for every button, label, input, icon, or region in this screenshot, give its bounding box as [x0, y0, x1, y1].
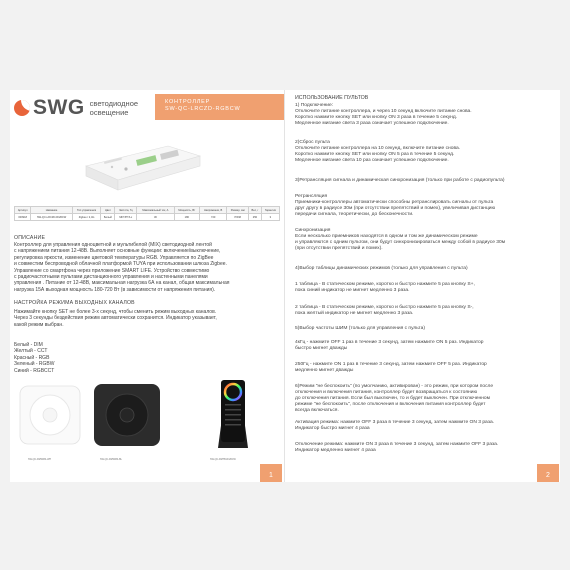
spec-cell: 3	[261, 214, 279, 221]
description-title: ОПИСАНИЕ	[14, 235, 46, 241]
spec-table	[14, 206, 280, 221]
table-2-section: 2 таблица - В статическом режиме, коротко и быстро нажмите 5 раз кнопку S-, пока желтый индикатор не мигнет медленно 3 раза.	[295, 305, 474, 317]
dnd-deactivate-section: Отключение режима: нажмите ON 3 раза в течение 3 секунд, затем нажмите OFF 3 раза. Индикатор медленно мигнет 4 раза	[295, 442, 499, 454]
spec-cell: 250	[249, 214, 262, 221]
pwm-4khz-section: 4кГц - нажмите OFF 1 раз в течение 3 секунд, затем нажмите ON 5 раз. Индикатор быстро мигнет дважды	[295, 340, 484, 352]
logo-brand: SWG	[33, 96, 85, 119]
remote-white-panel-image	[14, 384, 84, 446]
connect-section: 1) Подключение: Отключите питание контроллера, и через 10 секунд включите питание снова. Коротко нажмите кнопку SET или кнопку ON 3 раза в течение 5 секунд. Медленное мигание света 3 раза означает успешное подключение.	[295, 103, 472, 127]
pwm-250hz-section: 250Гц - нажмите ON 1 раз в течение 3 секунд, затем нажмите OFF 5 раз. Индикатор медленно мигнет дважды	[295, 362, 487, 374]
page-number-right: 2	[537, 464, 559, 482]
dnd-section: 6)Режим "не беспокоить" (по умолчанию, активирован) - это режим, при котором после отключения и включения питания, контроллер будет возвращаться к состоянию до отключения питания. Если был выключен, то и будет выключен. При отключенном режиме "не беспокоить", после отключения и включения питания контроллер будет всегда включаться.	[295, 384, 494, 414]
banner-line2: SW-QC-LRCZD-RGBCW	[165, 106, 241, 112]
spec-cell: MFT/PT/Lx	[115, 214, 137, 221]
remote-label-handheld: SW-QC-RMTB-RGBCW	[210, 458, 236, 461]
remote-label-black: SW-QC-RMWRS-BL	[100, 458, 123, 461]
banner-line1: КОНТРОЛЛЕР	[165, 99, 211, 105]
spec-header: Вес, г	[249, 207, 262, 214]
description-text: Контроллер для управления одноцветной и мультибелой (MIX) светодиодной лентой с напряжением питания 12-48В. Выполняет основные функции: включение/выключение, регулировка яркости, изменение цветовой температуры RGB. Управляется по ZigBee и совместим беспроводной облачной платформой TUYA при использовании шлюза Zigbee. Управление со смартфона через приложение SMART LIFE. Устройство совместимо с радиочастотными пультами дистанционного управления и настенными панелями управления . Питание от 12-48В, максимальная нагрузка 6А на канал, общая максимальная нагрузка 15А выходная мощность 180-720 Вт (в зависимости от напряжения питания).	[14, 242, 230, 293]
logo-sub-line1: светодиодное	[89, 99, 139, 108]
logo-sub-line2: освещение	[89, 108, 129, 117]
dynamic-table-title: 4)Выбор таблицы динамических режимов (только для управления с пульта)	[295, 266, 468, 271]
remote-label-white: SW-QC-RMWRS-WH	[28, 458, 52, 461]
spec-cell: 720	[200, 214, 227, 221]
spec-header: Название	[31, 207, 72, 214]
product-banner	[155, 94, 285, 120]
spec-header: Размер, мм	[227, 207, 249, 214]
spec-header: Напряжение, В	[200, 207, 227, 214]
spec-cell: Белый	[101, 214, 115, 221]
spec-cell: 000918	[15, 214, 31, 221]
spec-header: Артикул	[15, 207, 31, 214]
relay-sync-title: 3)Ретрансляция сигнала и динамическая синхронизация (только при работе с радиопульта)	[295, 178, 505, 183]
logo-subtitle	[90, 99, 138, 117]
spec-header: Мощность, Вт	[174, 207, 199, 214]
dnd-activate-section: Активация режима: нажмите OFF 3 раза в течение 3 секунд, затем нажмите ON 3 раза. Индикатор быстро мигнет 4 раза	[295, 420, 495, 432]
spec-cell: 30	[137, 214, 174, 221]
brand-logo	[14, 96, 138, 120]
logo-mark-icon	[14, 100, 30, 116]
spec-header: Цвет	[101, 207, 115, 214]
remotes-title: ИСПОЛЬЗОВАНИЕ ПУЛЬТОВ	[295, 95, 369, 101]
spec-header-row	[15, 207, 280, 214]
reset-section: 2)Сброс пульта Отключите питание контроллера на 10 секунд, включите питание снова. Коротко нажмите кнопку SET или кнопку ON 5 раз в течение 5 секунд. Медленное мигание света 10 раз означает успешное подключение.	[295, 140, 461, 164]
document-spread	[10, 90, 560, 482]
spec-cell: PWM	[227, 214, 249, 221]
spec-row	[15, 214, 280, 221]
controller-image	[78, 130, 208, 198]
color-modes-list: Белый - DIM Желтый - CCT Красный - RGB Зеленый - RGBW Синий - RGBCCT	[14, 342, 55, 374]
spec-cell: Zigbee / 2,4G	[72, 214, 101, 221]
remote-black-panel-image	[90, 382, 164, 448]
modes-title: НАСТРОЙКА РЕЖИМА ВЫХОДНЫХ КАНАЛОВ	[14, 300, 135, 306]
spec-header: Частота, Гц	[115, 207, 137, 214]
pwm-title: 5)Выбор частоты ШИМ (только для управления с пульта)	[295, 326, 425, 331]
spec-cell: SW-QC-LRCZD-RGBCW	[31, 214, 72, 221]
remote-handheld-image	[208, 378, 258, 454]
spec-cell: 180	[174, 214, 199, 221]
spec-header: Тип управления	[72, 207, 101, 214]
modes-text: Нажимайте кнопку SET не более 3-х секунд, чтобы сменить режим выходных каналов. Через 3 секунды бездействия режим автоматически сохранится. Индикатор указывает, какой режим выбран.	[14, 309, 217, 328]
page-left	[10, 90, 285, 482]
spec-header: Гарантия	[261, 207, 279, 214]
page-number-left: 1	[260, 464, 282, 482]
table-1-section: 1 таблица - В статическом режиме, коротко и быстро нажмите 5 раз кнопку S+, пока синий индикатор не мигнет медленно 3 раза.	[295, 282, 475, 294]
sync-section: Синхронизация Если несколько приемников находятся в одном и том же динамическом режиме и управляются с одним пультом, они будут синхронизироваться между собой в радиусе 30м (при отсутствии препятствий и помех).	[295, 228, 506, 252]
relay-section: Ретрансляция Приемники-контроллеры автоматически способны ретранслировать сигналы от пульта друг другу в радиусе 30м (при отсутствии препятствий и помех), увеличивая дистанцию передачи сигнала, теоретически, до бесконечности.	[295, 194, 496, 218]
page-right	[285, 90, 560, 482]
spec-header: Максимальный ток, А	[137, 207, 174, 214]
